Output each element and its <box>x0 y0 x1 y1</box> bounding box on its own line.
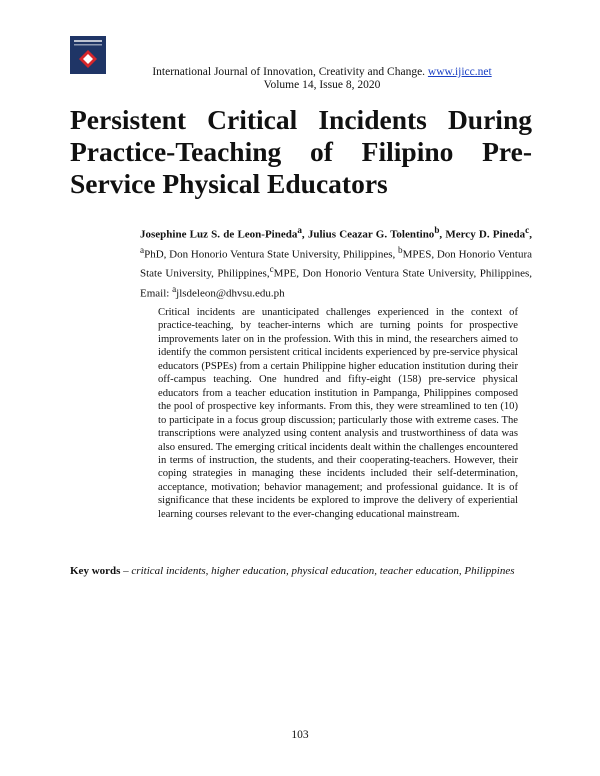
author-2: Julius Ceazar G. Tolentino <box>307 228 435 241</box>
keywords-separator: – <box>120 565 132 577</box>
affiliation-a: PhD, Don Honorio Ventura State University, Philippines, <box>144 248 399 261</box>
abstract: Critical incidents are unanticipated challenges experienced in the context of practice-teaching, by teacher-interns which are turning points for prospective improvements later on in the profession. With this in mind, the researchers aimed to identify the common persistent critical incidents experienced by pre-service physical educators (PSPEs) from a certain Philippine higher education institution during their off-campus teaching. One hundred and fifty-eight (158) pre-service physical educators from a teacher education institution in Pampanga, Philippines composed the pool of prospective key informants. From this, they were streamlined to ten (10) to participate in a focus group discussion; particularly those with extreme cases. The transcriptions were analyzed using content analysis and trustworthiness of data was also ensured. The emerging critical incidents dealt within the challenges encountered in terms of instruction, the students, and their cooperating-teachers. However, their coping strategies in managing these incidents included their self-determination, acceptance, motivation; behavior management; and professional guidance. It is of significance that these incidents be explored to improve the delivery of experiential learning courses relevant to the ever-changing educational mainstream. <box>158 307 518 520</box>
paper-title <box>70 104 532 200</box>
journal-emblem-icon <box>70 36 106 74</box>
journal-name: International Journal of Innovation, Creativity and Change. <box>152 66 428 78</box>
author-1: Josephine Luz S. de Leon-Pineda <box>140 228 298 241</box>
author-3: Mercy D. Pineda <box>445 228 526 241</box>
affiliation-b: MPES, Don Honorio Ventura State University, Philippines, <box>140 248 533 280</box>
keywords <box>70 565 532 578</box>
affil-b-sup: b <box>398 244 403 255</box>
keywords-text: critical incidents, higher education, physical education, teacher education, Philippines <box>131 565 515 577</box>
author-1-sup: a <box>297 225 302 235</box>
journal-header <box>107 65 537 79</box>
affil-c-sup: c <box>269 264 274 275</box>
issue-info: Volume 14, Issue 8, 2020 <box>263 79 381 91</box>
affil-a-sup: a <box>140 244 145 255</box>
author-2-sup: b <box>434 225 440 235</box>
title-line-1: Persistent Critical Incidents During <box>70 104 532 135</box>
author-block: Josephine Luz S. de Leon-Pineda$^a$, Julius Ceazar G. Tolentino$^b$, Mercy D. Pineda$^c$, $^a$PhD, Don Honorio Ventura State University, Philippines, $^b$MPES, Don Honorio Ventura State University, Philippines,$^c$MPE, Don Honorio Ventura State University, Philippines, Email: $^a$jlsdeleon@dhvsu.edu.ph <box>140 225 533 300</box>
keywords-label: Key words <box>70 565 121 577</box>
journal-url-link[interactable]: www.ijicc.net <box>427 66 492 78</box>
journal-logo <box>70 36 106 74</box>
page-number: 103 <box>291 729 309 741</box>
author-3-sup: c <box>525 225 530 235</box>
author-email: jlsdeleon@dhvsu.edu.ph <box>176 287 285 300</box>
affiliation-c: MPE, Don Honorio Ventura State University, Philippines, Email: <box>140 267 532 300</box>
title-line-2: Practice-Teaching of Filipino Pre- <box>70 136 532 167</box>
email-sup: a <box>172 283 177 294</box>
title-line-3: Service Physical Educators <box>70 168 388 199</box>
